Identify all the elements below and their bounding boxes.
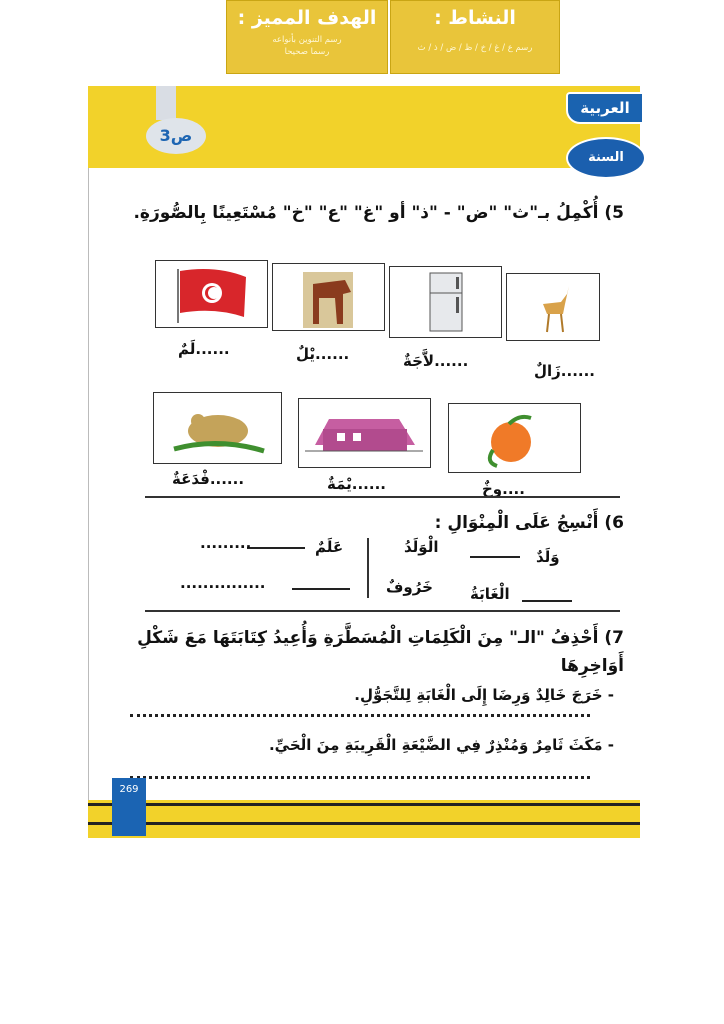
ex7-answer-line-1 [130, 714, 590, 717]
divider-2 [145, 610, 620, 612]
goal-line-2: رسما صحيحا [284, 47, 330, 57]
logo-oval: 3ص [146, 118, 206, 154]
row2-answer-2: ......يْمَةٌ [327, 475, 386, 493]
ex6-line-3 [247, 547, 305, 549]
picture-tent [298, 398, 431, 468]
row1-answer-1: ......زَالٌ [534, 362, 595, 380]
ex6-line-4 [292, 588, 350, 590]
goal-title: الهدف المميز : [237, 7, 377, 29]
goal-box [226, 0, 388, 74]
picture-tunisian-flag [155, 260, 268, 328]
footer-stripe-2 [88, 822, 640, 825]
row2-answer-1: ....وخٌ [482, 480, 525, 498]
logo-bar [156, 86, 176, 120]
picture-horse [272, 263, 385, 331]
ex6-line-1 [470, 556, 520, 558]
exercise-6-divider [367, 538, 369, 598]
ex6-right-word-2: خَرُوفٌ [386, 578, 433, 596]
ex6-right-answer-2: الْغَابَةُ [470, 585, 510, 603]
row1-answer-2: ......لاَّجَةٌ [403, 352, 469, 370]
activity-box [390, 0, 560, 74]
ex6-left-word-1: عَلَمٌ [315, 538, 344, 556]
ex6-left-blank-1: ......... [200, 534, 252, 552]
ex7-sentence-2: - مَكَثَ ثَامِرٌ وَمُنْذِرٌ فِي الضَّيْعَةِ الْقَرِيبَةِ مِنَ الْحَيِّ. [268, 736, 614, 754]
footer-stripe-1 [88, 803, 640, 806]
row2-answer-3: ......فْدَعَةٌ [172, 470, 245, 488]
picture-frog [153, 392, 282, 464]
divider-1 [145, 496, 620, 498]
exercise-7-instruction-cont: أَوَاخِرِهَا [560, 656, 624, 676]
row1-answer-4: ......لَمٌ [178, 340, 230, 358]
ex7-answer-line-2 [130, 776, 590, 779]
ex6-right-answer-1: الْوَلَدُ [404, 538, 439, 556]
activity-title: النشاط : [434, 7, 516, 29]
ex6-left-blank-2: ............... [180, 574, 266, 592]
exercise-7-instruction: 7) أَحْذِفُ "الـ" مِنَ الْكَلِمَاتِ الْمُسَطَّرَةِ وَأُعِيدُ كِتَابَتَهَا مَعَ شَكْلِ [137, 628, 624, 648]
subject-tag: العربية [566, 92, 644, 124]
ex6-line-2 [522, 600, 572, 602]
ex6-right-word-1: وَلَدٌ [536, 548, 560, 566]
exercise-6-instruction: 6) أَنْسِجُ عَلَى الْمِنْوَالِ : [434, 513, 624, 533]
publisher-logo [126, 86, 216, 158]
activity-desc: رسم ع / غ / خ / ظ / ض / ذ / ث [417, 43, 533, 53]
page-number: 269 [112, 778, 146, 836]
picture-fridge [389, 266, 502, 338]
goal-line-1: رسم التنوين بأنواعه [272, 35, 342, 45]
picture-gazelle [506, 273, 600, 341]
year-tag: السنة الثانية [566, 137, 646, 179]
ex7-sentence-1: - خَرَجَ خَالِدٌ وَرِضَا إِلَى الْغَابَةِ لِلتَّجَوُّلِ. [354, 686, 614, 704]
row1-answer-3: ......يْلٌ [296, 345, 350, 363]
exercise-5-instruction: 5) أُكْمِلُ بـ"ث" "ض" - "ذ" أو "غ" "ع" "خ" مُسْتَعِينًا بِالصُّورَةِ. [133, 203, 624, 223]
picture-peach [448, 403, 581, 473]
